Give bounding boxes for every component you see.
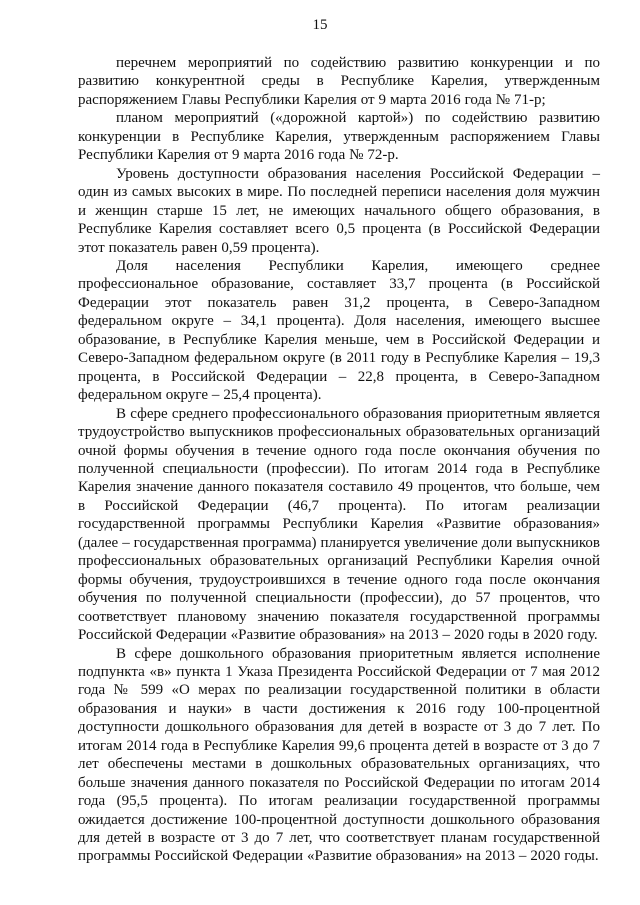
- paragraph-education-accessibility: Уровень доступности образования населения Российской Федерации – один из самых высоких в мире. По последней переписи населения доля мужчин и женщин старше 15 лет, не имеющих начального общего образования, в Республике Карелия составляет всего 0,5 процента (в Российской Федерации этот показатель равен 0,59 процента).: [78, 165, 600, 256]
- paragraph-preschool-education: В сфере дошкольного образования приоритетным является исполнение подпункта «в» пункта 1 Указа Президента Российской Федерации от 7 мая 2012 года № 599 «О мерах по реализации государственной политики в области образования и науки» в части достижения к 2016 году 100-процентной доступности дошкольного образования для детей в возрасте от 3 до 7 лет. По итогам 2014 года в Республике Карелия 99,6 процента детей в возрасте от 3 до 7 лет обеспечены местами в дошкольных образовательных организациях, что больше значения данного показателя по Российской Федерации по итогам 2014 года (95,5 процента). По итогам реализации государственной программы ожидается достижение 100-процентной доступности дошкольного образования для детей в возрасте от 3 до 7 лет, что соответствует планам государственной программы Российской Федерации «Развитие образования» на 2013 – 2020 годы.: [78, 645, 600, 865]
- paragraph-professional-education-share: Доля населения Республики Карелия, имеющего среднее профессиональное образование, составляет 33,7 процента (в Российской Федерации этот показатель равен 31,2 процента, в Северо-Западном федеральном округе – 34,1 процента). Доля населения, имеющего высшее образование, в Республике Карелия меньше, чем в Российской Федерации и Северо-Западном федеральном округе (в 2011 году в Республике Карелия – 19,3 процента, в Российской Федерации – 22,8 процента, в Северо-Западном федеральном округе – 25,4 процента).: [78, 257, 600, 404]
- paragraph-roadmap-plan: планом мероприятий («дорожной картой») по содействию развитию конкуренции в Республике Карелия, утвержденным распоряжением Главы Республики Карелия от 9 марта 2016 года № 72-р.: [78, 110, 600, 164]
- document-body: [78, 54, 600, 866]
- paragraph-secondary-vocational-employment: В сфере среднего профессионального образования приоритетным является трудоустройство выпускников профессиональных образовательных организаций очной формы обучения в течение одного года после окончания обучения по полученной специальности (профессии). По итогам 2014 года в Республике Карелия значение данного показателя составило 49 процентов, что больше, чем в Российской Федерации (46,7 процента). По итогам реализации государственной программы Республики Карелия «Развитие образования» (далее – государственная программа) планируется увеличение доли выпускников профессиональных образовательных организаций Республики Карелия очной формы обучения, трудоустроившихся в течение одного года после окончания обучения по полученной специальности (профессии), до 57 процентов, что соответствует плановому значению показателя государственной программы Российской Федерации «Развитие образования» на 2013 – 2020 годы в 2020 году.: [78, 405, 600, 644]
- page-number: 15: [312, 17, 328, 33]
- paragraph-competition-measures-list: перечнем мероприятий по содействию развитию конкуренции и по развитию конкурентной среды в Республике Карелия, утвержденным распоряжением Главы Республики Карелия от 9 марта 2016 года № 71-р;: [78, 55, 600, 108]
